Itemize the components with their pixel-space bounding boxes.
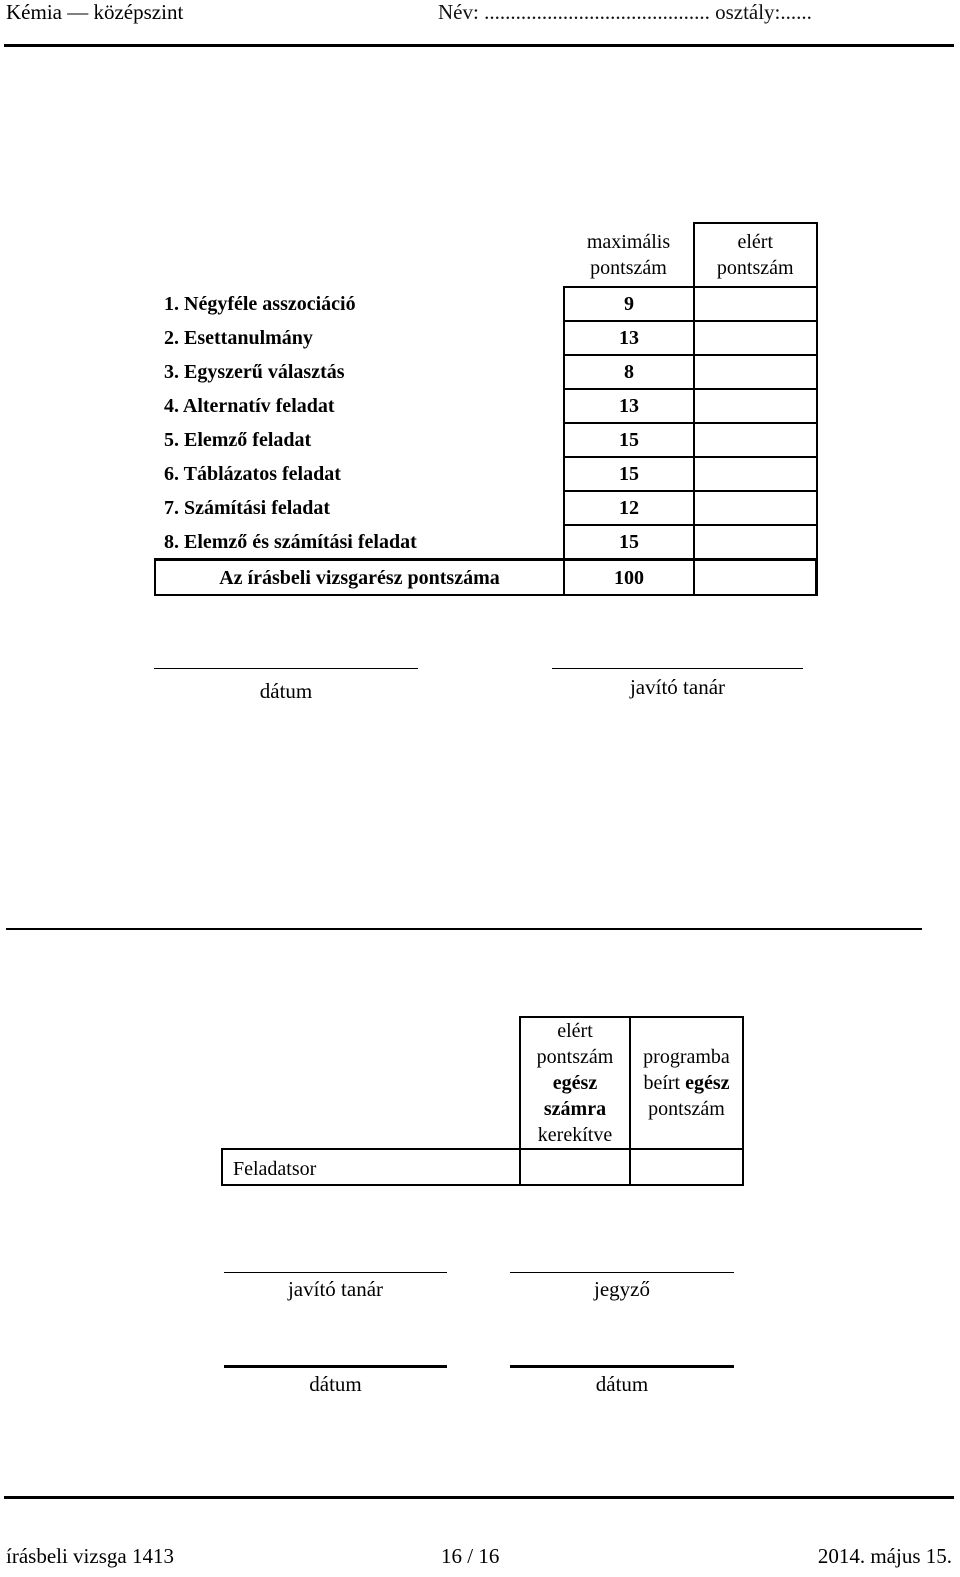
score-table [154, 222, 818, 596]
header-name-field: Név: ........................................... osztály:...... [438, 0, 812, 24]
task-name: 4. Alternatív feladat [164, 395, 335, 417]
task-max-points: 15 [564, 457, 694, 491]
table-row [155, 457, 817, 491]
entered-points-header-l1: programba [643, 1046, 730, 1068]
date-label-right: dátum [595, 1372, 649, 1396]
entered-points-header-l3: pontszám [648, 1098, 725, 1120]
date-signature-line [154, 668, 418, 669]
footer-rule [4, 1496, 954, 1499]
task-achieved-points[interactable] [694, 491, 817, 525]
task-name: 1. Négyféle asszociáció [164, 293, 356, 315]
notary-label: jegyző [594, 1277, 650, 1301]
rounded-points-cell[interactable] [520, 1149, 630, 1185]
task-name: 5. Elemző feladat [164, 429, 312, 451]
teacher-label: javító tanár [629, 675, 726, 699]
table-row [155, 525, 817, 560]
rounded-points-header-l5: kerekítve [537, 1124, 613, 1146]
entered-points-cell[interactable] [630, 1149, 743, 1185]
table-row [155, 321, 817, 355]
program-table-row [222, 1149, 743, 1185]
task-name: 6. Táblázatos feladat [164, 463, 341, 485]
notary-signature-line [510, 1272, 734, 1273]
table-row [155, 491, 817, 525]
feladatsor-label: Feladatsor [222, 1149, 520, 1185]
max-points-header [564, 223, 694, 287]
entered-points-header-l2a: beírt [643, 1072, 686, 1094]
score-table-header [155, 223, 817, 287]
table-row [155, 389, 817, 423]
total-achieved-points[interactable] [694, 560, 817, 596]
task-max-points: 12 [564, 491, 694, 525]
total-max-points: 100 [564, 560, 694, 596]
task-name: 3. Egyszerű választás [164, 361, 345, 383]
rounded-points-header-l1: elért [557, 1020, 593, 1042]
entered-points-header [630, 1017, 743, 1149]
date-label-left: dátum [309, 1372, 362, 1396]
task-max-points: 9 [564, 287, 694, 321]
teacher-label-2: javító tanár [287, 1277, 384, 1301]
table-row [155, 287, 817, 321]
footer-date: 2014. május 15. [817, 1544, 952, 1568]
header-subject: Kémia — középszint [6, 0, 184, 24]
header-rule [4, 44, 954, 47]
achieved-points-header-l1: elért [737, 231, 774, 253]
task-achieved-points[interactable] [694, 457, 817, 491]
footer-exam-code: írásbeli vizsga 1413 [6, 1544, 174, 1568]
task-name: 7. Számítási feladat [164, 497, 331, 519]
date-signature-line-3 [510, 1365, 734, 1368]
teacher-signature-line-2 [224, 1272, 447, 1273]
section-separator [6, 928, 922, 930]
program-header-empty [222, 1017, 520, 1149]
rounded-points-header-l2: pontszám [536, 1046, 614, 1068]
task-max-points: 8 [564, 355, 694, 389]
task-max-points: 13 [564, 321, 694, 355]
task-achieved-points[interactable] [694, 287, 817, 321]
task-achieved-points[interactable] [694, 525, 817, 560]
task-achieved-points[interactable] [694, 321, 817, 355]
achieved-points-header-l2: pontszám [716, 257, 794, 279]
rounded-points-header-l3: egész [552, 1072, 598, 1094]
task-name: 2. Esettanulmány [164, 327, 313, 349]
task-name: 8. Elemző és számítási feladat [164, 530, 417, 553]
total-label: Az írásbeli vizsgarész pontszáma [155, 560, 564, 596]
task-achieved-points[interactable] [694, 355, 817, 389]
task-achieved-points[interactable] [694, 423, 817, 457]
footer-page-number: 16 / 16 [441, 1544, 500, 1568]
total-row [155, 560, 817, 596]
rounded-points-header [520, 1017, 630, 1149]
teacher-signature-line [552, 668, 803, 669]
max-points-header-l1: maximális [586, 230, 671, 253]
entered-points-header-l2b: egész [685, 1072, 730, 1094]
program-table-header [222, 1017, 743, 1149]
task-header-empty [155, 223, 564, 287]
task-max-points: 15 [564, 423, 694, 457]
date-label: dátum [259, 679, 313, 703]
table-row [155, 423, 817, 457]
achieved-points-header [694, 223, 817, 287]
table-row [155, 355, 817, 389]
program-table [221, 1016, 744, 1186]
rounded-points-header-l4: számra [543, 1098, 607, 1120]
date-signature-line-2 [224, 1365, 447, 1368]
task-achieved-points[interactable] [694, 389, 817, 423]
max-points-header-l2: pontszám [590, 256, 667, 279]
task-max-points: 13 [564, 389, 694, 423]
task-max-points: 15 [564, 525, 694, 560]
